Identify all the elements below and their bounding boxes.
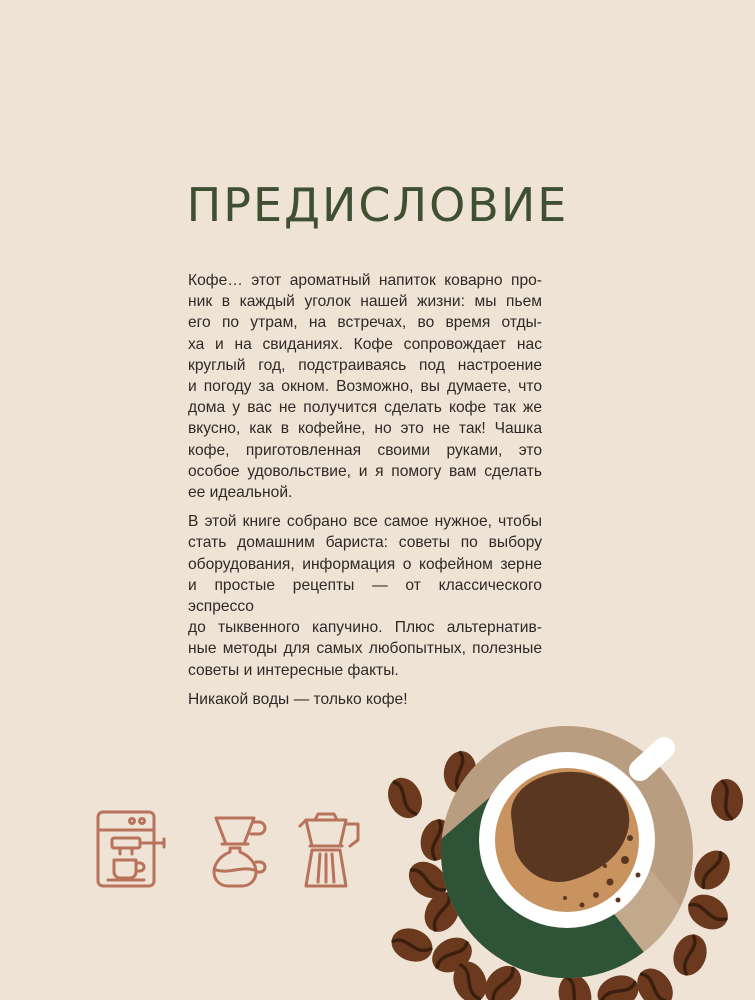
text-line: ник в каждый уголок нашей жизни: мы пьем: [188, 293, 542, 311]
text-line: ные методы для самых любопытных, полезные: [188, 640, 542, 658]
text-line: особое удовольствие, и я помогу вам сделать: [188, 462, 542, 480]
coffee-bean: [668, 930, 712, 980]
text-line: советы и интересные факты.: [188, 661, 399, 679]
coffee-bean: [682, 888, 734, 937]
text-line: В этой книге собрано все самое нужное, чтобы: [188, 513, 542, 531]
text-line: ха и на свиданиях. Кофе сопровождает нас: [188, 335, 542, 353]
coffee-bean: [382, 772, 429, 824]
text-line: Кофе… этот ароматный напиток коварно про-: [188, 272, 542, 289]
text-line: дома у вас не получится сделать кофе так же: [188, 399, 542, 417]
text-line: оборудования, информация о кофейном зерне: [188, 555, 542, 573]
page-title: ПРЕДИСЛОВИЕ: [186, 178, 569, 232]
coffee-bean: [687, 844, 737, 897]
coffee-bean: [387, 923, 437, 967]
text-line: Никакой воды — только кофе!: [188, 690, 408, 708]
text-line: кофе, приготовленная своими руками, это: [188, 441, 542, 459]
text-line: стать домашним бариста: советы по выбору: [188, 534, 542, 552]
coffee-bean: [593, 970, 643, 1000]
coffee-bean: [709, 778, 745, 823]
text-line: вкусно, как в кофейне, но это не так! Чашка: [188, 420, 542, 438]
text-line: круглый год, подстраиваясь под настроение: [188, 356, 542, 374]
text-line: ее идеальной.: [188, 484, 293, 502]
text-line: до тыквенного капучино. Плюс альтернатив-: [188, 619, 542, 637]
text-line: и простые рецепты — от классического эспрессо: [188, 576, 542, 616]
text-line: и погоду за окном. Возможно, вы думаете, что: [188, 378, 542, 396]
text-line: его по утрам, на встречах, во время отды-: [188, 314, 542, 332]
